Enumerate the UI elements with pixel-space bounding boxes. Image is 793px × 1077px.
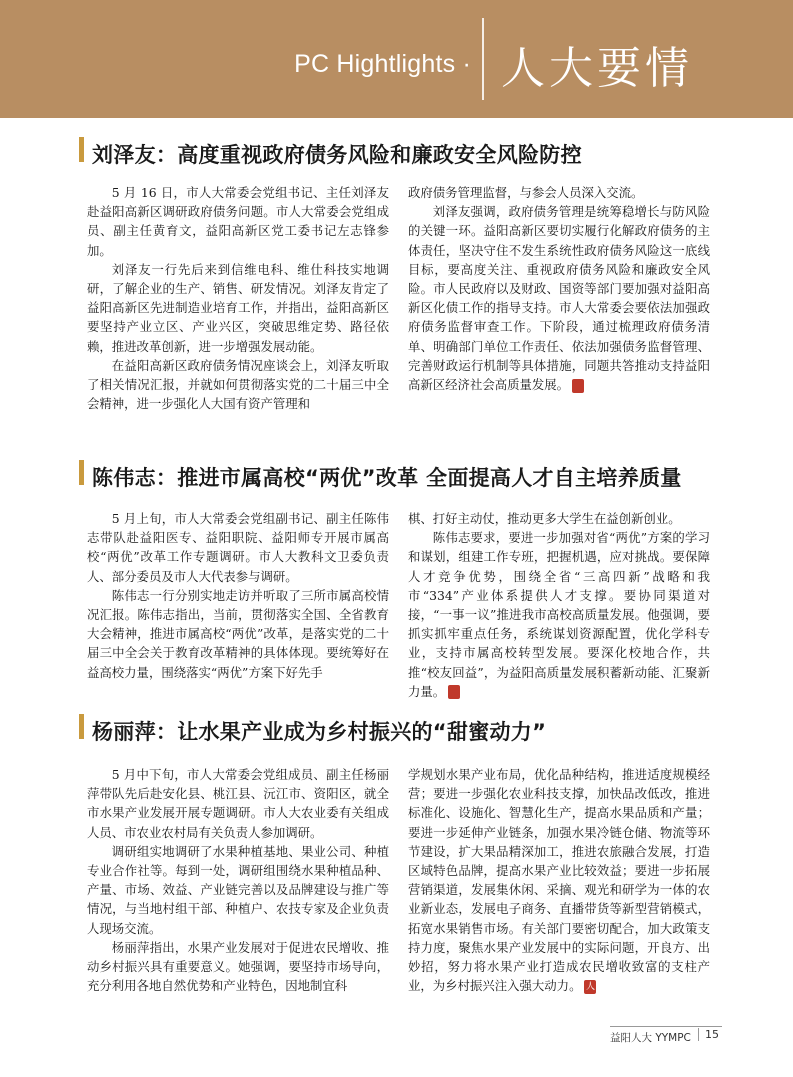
paragraph: 杨丽萍指出，水果产业发展对于促进农民增收、推动乡村振兴具有重要意义。她强调，要坚持市场导向，充分利用各地自然优势和产业特色，因地制宜科 bbox=[87, 939, 389, 994]
headline-accent-bar bbox=[79, 137, 84, 162]
end-mark-icon: 人 bbox=[585, 981, 595, 992]
article-headline: 杨丽萍：让水果产业成为乡村振兴的“甜蜜动力” bbox=[92, 720, 547, 744]
page-header bbox=[0, 0, 793, 118]
footer-rule bbox=[610, 1026, 722, 1027]
article-right-column bbox=[408, 509, 710, 701]
paragraph: 调研组实地调研了水果种植基地、果业公司、种植专业合作社等。每到一处，调研组围绕水果种植品种、产量、市场、效益、产业链完善以及品牌建设与推广等情况，与当地村组干部、种植户、农技专家及企业负责人现场交流。 bbox=[87, 843, 389, 936]
paragraph: 5 月 16 日，市人大常委会党组书记、主任刘泽友赴益阳高新区调研政府债务问题。市人大常委会党组成员、副主任黄育文，益阳高新区党工委书记左志锋参加。 bbox=[87, 185, 389, 258]
article-headline: 刘泽友：高度重视政府债务风险和廉政安全风险防控 bbox=[92, 143, 582, 167]
page-number: 15 bbox=[698, 1028, 719, 1041]
end-mark-icon: 人 bbox=[572, 379, 584, 393]
headline-accent-bar bbox=[79, 460, 84, 485]
paragraph: 陈伟志一行分别实地走访并听取了三所市属高校情况汇报。陈伟志指出，当前，贯彻落实全国、全省教育大会精神，推进市属高校“两优”改革，是落实党的二十届三中全会关于教育改革精神的具体体现。要统筹好在益高校力量，围绕落实“两优”方案下好先手 bbox=[87, 587, 389, 680]
header-divider bbox=[482, 18, 484, 100]
paragraph: 在益阳高新区政府债务情况座谈会上，刘泽友听取了相关情况汇报，并就如何贯彻落实党的二十届三中全会精神，进一步强化人大国有资产管理和 bbox=[87, 357, 389, 412]
paragraph: 5 月中下旬，市人大常委会党组成员、副主任杨丽萍带队先后赴安化县、桃江县、沅江市、资阳区，就全市水果产业发展开展专题调研。市人大农业委有关组成人员、市农业农村局有关负责人参加调研。 bbox=[87, 767, 389, 840]
paragraph: 陈伟志要求，要进一步加强对省“两优”方案的学习和谋划，组建工作专班，把握机遇，应对挑战。要保障人才竞争优势，围绕全省“三高四新”战略和我市“334”产业体系提供人才支撑。要协同渠道对接，“一事一议”推进我市高校高质量发展。他强调，要抓实抓牢重点任务，系统谋划资源配置，优化学科专业，支持市属高校转型发展。要深化校地合作，共推“校友回益”，为益阳高质量发展积蓄新动能、汇聚新力量。 bbox=[408, 530, 710, 699]
footer-publication: 益阳人大 YYMPC bbox=[610, 1032, 691, 1044]
article-right-column bbox=[408, 183, 710, 394]
paragraph: 刘泽友强调，政府债务管理是统筹稳增长与防风险的关键一环。益阳高新区要切实履行化解政府债务的主体责任，坚决守住不发生系统性政府债务风险这一底线目标，要高度关注、重视政府债务风险和廉政安全风险。市人民政府以及财政、国资等部门要加强对益阳高新区化债工作的指导支持。市人大常委会要依法加强政府债务监督审查工作。下阶段，通过梳理政府债务清单、明确部门单位工作责任、依法加强债务监督管理、完善财政运行机制等具体措施，同题共答推动支持益阳高新区经济社会高质量发展。 bbox=[408, 204, 710, 393]
article-left-column bbox=[87, 765, 389, 995]
header-chinese-title: 人大要情 bbox=[501, 43, 693, 94]
end-mark-icon: 人 bbox=[448, 685, 460, 699]
article-right-column bbox=[408, 765, 710, 995]
article-left-column bbox=[87, 509, 389, 682]
paragraph: 学规划水果产业布局，优化品种结构，推进适度规模经营；要进一步强化农业科技支撑，加快品改低改，推进标准化、设施化、智慧化生产，提高水果品质和产量；要进一步延伸产业链条，加强水果冷链仓储、物流等环节建设，扩大果品精深加工，推进农旅融合发展，打造区域特色品牌，提高水果产业比较效益；要进一步拓展营销渠道，发展集休闲、采摘、观光和研学为一体的农业新业态，发展电子商务、直播带货等新型营销模式，拓宽水果销售市场。有关部门要密切配合，加大政策支持力度，聚焦水果产业发展中的实际问题，开良方、出妙招，努力将水果产业打造成农民增收致富的支柱产业，为乡村振兴注入强大动力。 bbox=[408, 767, 710, 994]
headline-accent-bar bbox=[79, 714, 84, 739]
paragraph: 5 月上旬，市人大常委会党组副书记、副主任陈伟志带队赴益阳医专、益阳职院、益阳师专开展市属高校“两优”改革工作专题调研。市人大教科文卫委负责人、部分委员及市人大代表参与调研。 bbox=[87, 511, 389, 584]
paragraph: 刘泽友一行先后来到信维电科、维仕科技实地调研，了解企业的生产、销售、研发情况。刘泽友肯定了益阳高新区先进制造业培育工作，并指出，益阳高新区要坚持产业立区、产业兴区，突破思维定势、路径依赖，推进改革创新，进一步增强发展动能。 bbox=[87, 261, 389, 354]
article-headline: 陈伟志：推进市属高校“两优”改革 全面提高人才自主培养质量 bbox=[92, 466, 682, 490]
paragraph: 棋、打好主动仗，推动更多大学生在益创新创业。 bbox=[408, 511, 681, 526]
header-english-title: PC Hightlights · bbox=[294, 50, 471, 78]
paragraph: 政府债务管理监督，与参会人员深入交流。 bbox=[408, 185, 644, 200]
article-left-column bbox=[87, 183, 389, 413]
